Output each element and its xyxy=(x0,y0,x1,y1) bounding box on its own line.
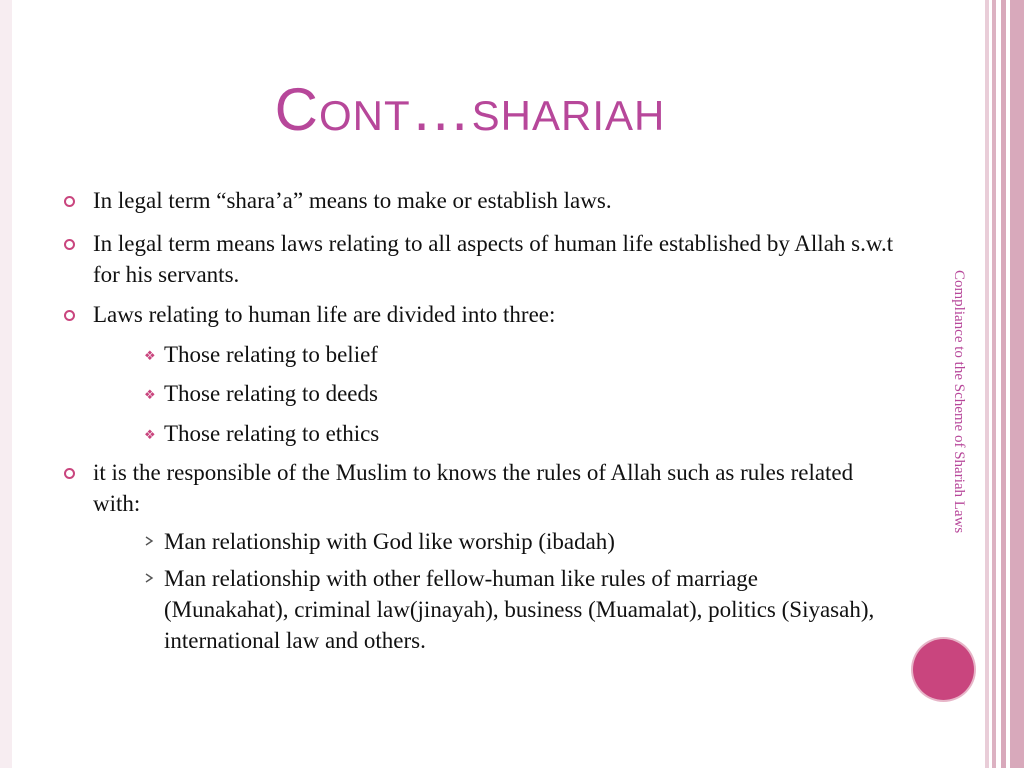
arrow-bullet-icon xyxy=(144,526,154,546)
sub-bullet-item xyxy=(144,378,909,409)
circle-bullet-icon xyxy=(64,196,75,207)
circle-bullet-icon xyxy=(64,239,75,250)
slide-title: Cont…shariah xyxy=(274,76,666,143)
decorative-stripe xyxy=(1010,0,1024,768)
bullet-text: Those relating to ethics xyxy=(164,421,380,446)
bullet-text: In legal term means laws relating to all aspects of human life established by Allah s.w.t for his servants. xyxy=(93,231,894,287)
side-label: Compliance to the Scheme of Shariah Laws xyxy=(951,270,967,534)
bullet-item xyxy=(93,299,903,330)
sub-bullet-item xyxy=(144,339,909,370)
sub-bullet-item xyxy=(164,526,909,557)
diamond-bullet-icon: ❖ xyxy=(144,387,156,402)
circle-bullet-icon xyxy=(64,468,75,479)
decorative-circle xyxy=(913,639,974,700)
circle-bullet-icon xyxy=(64,310,75,321)
bullet-item xyxy=(93,228,903,290)
diamond-bullet-icon: ❖ xyxy=(144,427,156,442)
bullet-item xyxy=(93,457,873,519)
diamond-bullet-icon: ❖ xyxy=(144,348,156,363)
bullet-item xyxy=(93,185,903,216)
bullet-text: Man relationship with other fellow-human like rules of marriage (Munakahat), criminal law(jinayah), business (Muamalat), politics (Siyasah), international law and others. xyxy=(164,566,875,653)
arrow-bullet-icon xyxy=(144,563,154,583)
bullet-text: it is the responsible of the Muslim to knows the rules of Allah such as rules related with: xyxy=(93,460,854,516)
bullet-text: In legal term “shara’a” means to make or establish laws. xyxy=(93,188,612,213)
bullet-text: Laws relating to human life are divided into three: xyxy=(93,302,556,327)
bullet-text: Those relating to deeds xyxy=(164,381,378,406)
bullet-text: Those relating to belief xyxy=(164,342,378,367)
sub-bullet-item xyxy=(144,418,909,449)
bullet-text: Man relationship with God like worship (ibadah) xyxy=(164,529,615,554)
sub-bullet-item xyxy=(164,563,884,656)
